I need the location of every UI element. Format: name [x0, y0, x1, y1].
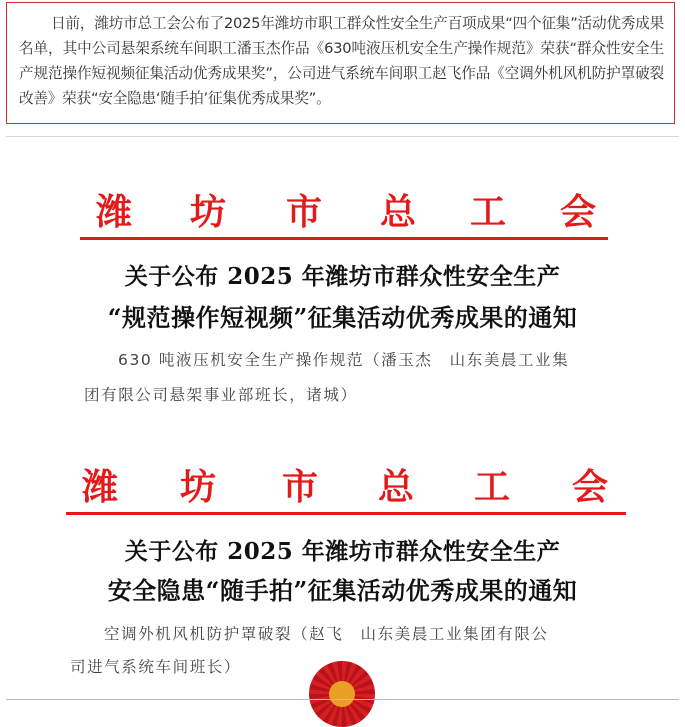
- notice-title-1-line-2: “规范操作短视频”征集活动优秀成果的通知: [107, 303, 578, 332]
- org-char: 总: [378, 466, 415, 508]
- notice-title-1-line-1: 关于公布 2025 年潍坊市群众性安全生产: [124, 263, 561, 290]
- org-header-1: [0, 192, 685, 232]
- red-rule-1: [80, 237, 608, 240]
- medal-rosette-icon: [309, 661, 375, 727]
- notice-title-2-line-2: 安全隐患“随手拍”征集活动优秀成果的通知: [107, 576, 578, 605]
- divider-top: [6, 136, 679, 137]
- org-char: 市: [286, 191, 323, 233]
- org-char: 潍: [96, 191, 133, 233]
- red-rule-2: [66, 512, 626, 515]
- org-char: 会: [560, 191, 597, 233]
- award-detail-1-line-2: 团有限公司悬架事业部班长，诸城）: [84, 386, 358, 404]
- divider-bottom: [6, 699, 679, 700]
- org-char: 坊: [190, 191, 227, 233]
- notice-title-2-line-1: 关于公布 2025 年潍坊市群众性安全生产: [124, 538, 561, 565]
- org-char: 工: [470, 191, 507, 233]
- org-char: 会: [572, 466, 609, 508]
- award-detail-2-line-1: 空调外机风机防护罩破裂（赵飞 山东美晨工业集团有限公: [104, 625, 549, 643]
- award-detail-1-line-1: 630 吨液压机安全生产操作规范（潘玉杰 山东美晨工业集: [118, 351, 570, 369]
- org-char: 总: [380, 191, 417, 233]
- org-char: 坊: [180, 466, 217, 508]
- intro-paragraph: 日前，潍坊市总工会公布了2025年潍坊市职工群众性安全生产百项成果“四个征集”活动优秀成果名单，其中公司悬架系统车间职工潘玉杰作品《630吨液压机安全生产操作规范》荣获“群众性安全生产规范操作短视频征集活动优秀成果奖”，公司进气系统车间职工赵飞作品《空调外机风机防护罩破裂改善》荣获“安全隐患‘随手拍’征集优秀成果奖”。: [19, 15, 664, 107]
- intro-box: [6, 2, 675, 124]
- org-char: 市: [282, 466, 319, 508]
- award-detail-2-line-2: 司进气系统车间班长）: [70, 658, 242, 676]
- org-char: 潍: [82, 466, 119, 508]
- org-char: 工: [474, 466, 511, 508]
- org-header-2: [0, 467, 685, 507]
